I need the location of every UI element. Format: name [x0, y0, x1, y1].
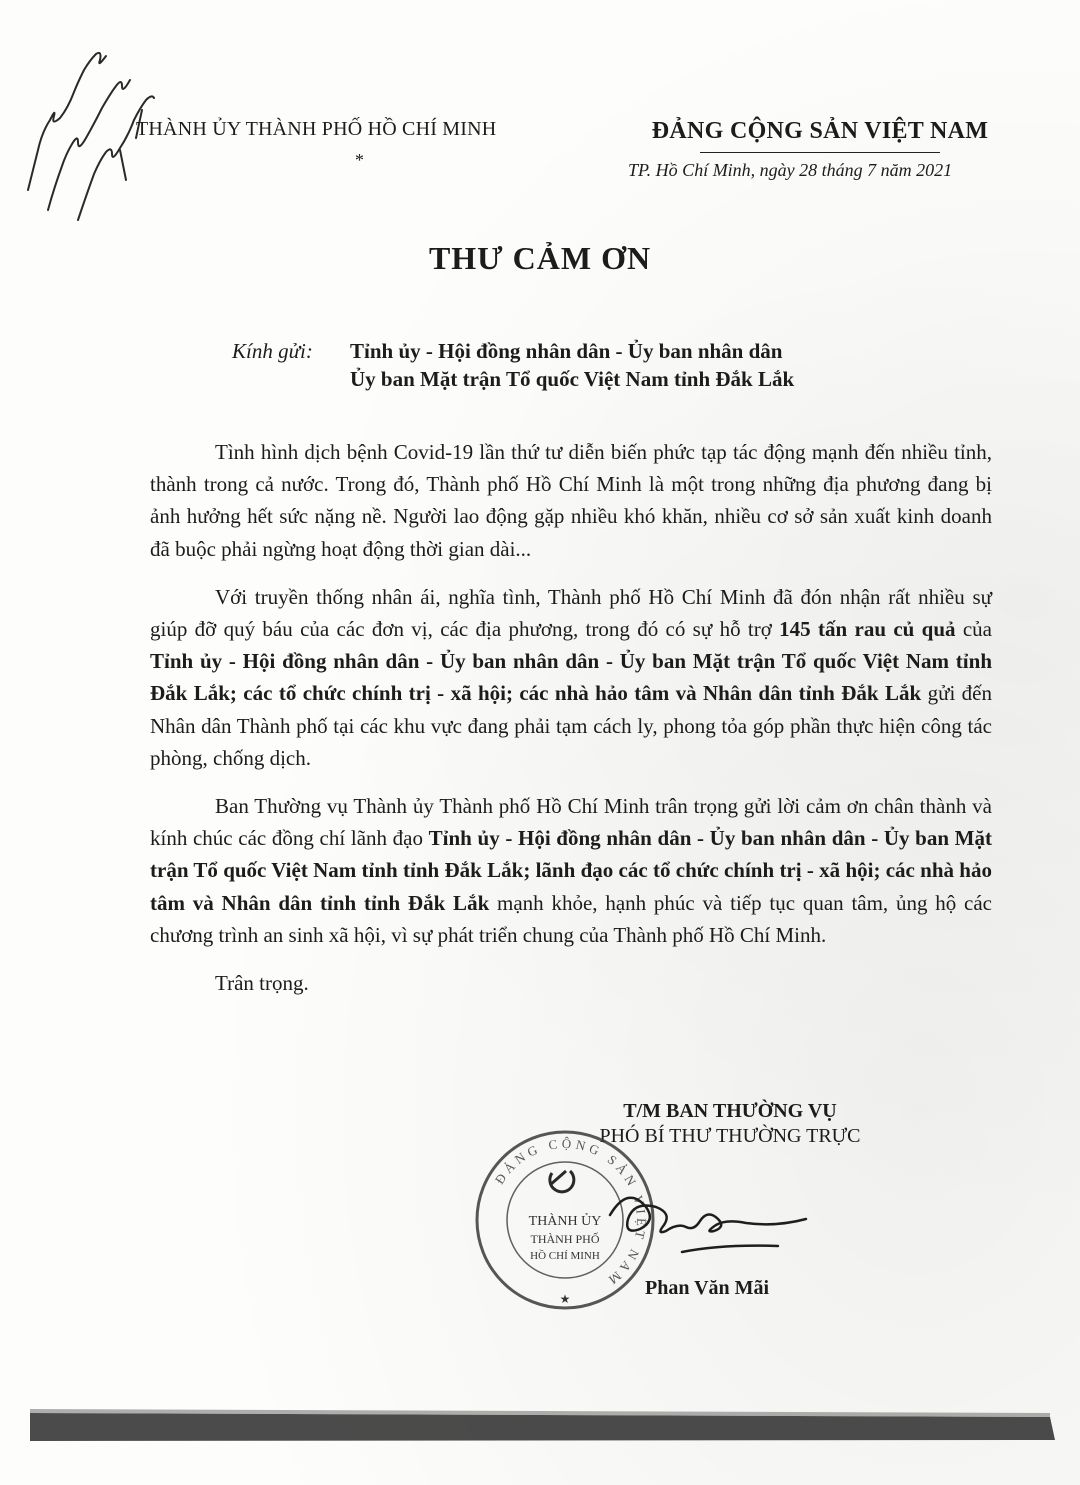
stamp-line-1: THÀNH ỦY: [528, 1214, 602, 1229]
hammer-sickle-icon: [550, 1171, 574, 1192]
p2-text-e: gửi đến Nhân dân Thành phố tại các khu vực đang phải tạm cách ly, phong tỏa góp phần thực hiện công tác phòng, chống dịch.: [150, 681, 992, 770]
letter-title: THƯ CẢM ƠN: [428, 240, 652, 276]
stamp-line-2: THÀNH PHỐ: [530, 1232, 600, 1246]
handwritten-signature: [590, 1160, 850, 1260]
paragraph-2: [150, 581, 992, 774]
letter-body: [150, 436, 992, 1015]
recipient-line-2: Ủy ban Mặt trận Tổ quốc Việt Nam tỉnh Đắk Lắk: [350, 367, 795, 391]
scan-edge-shadow: [0, 1395, 1080, 1455]
p2-text-c: của: [955, 617, 993, 642]
recipient-line-1: Tỉnh ủy - Hội đồng nhân dân - Ủy ban nhân dân: [350, 339, 783, 363]
p3-text-a: Ban Thường vụ Thành ủy Thành phố Hồ Chí Minh trân trọng gửi lời cảm ơn chân thành và kính chúc các đồng chí lãnh đạo: [150, 794, 992, 851]
p2-bold-b: 145 tấn rau củ quả: [779, 617, 956, 642]
signer-role-1: T/M BAN THƯỜNG VỤ: [623, 1100, 837, 1122]
signer-role-2: PHÓ BÍ THƯ THƯỜNG TRỰC: [599, 1125, 861, 1147]
svg-text:Gửi Báo Đắk Lắk đưa PT thông t: Gửi Báo Đắk Lắk đưa PT thông tin: [8, 20, 23, 21]
p3-bold-b: Tỉnh ủy - Hội đồng nhân dân - Ủy ban nhân dân - Ủy ban Mặt trận Tổ quốc Việt Nam tỉnh tỉnh Đắk Lắk; lãnh đạo các tổ chức chính trị - xã hội; các nhà hảo tâm và Nhân dân tỉnh tỉnh Đắk Lắk: [150, 826, 992, 915]
p2-bold-d: Tỉnh ủy - Hội đồng nhân dân - Ủy ban nhân dân - Ủy ban Mặt trận Tổ quốc Việt Nam tỉnh Đắk Lắk; các tổ chức chính trị - xã hội; các nhà hảo tâm và Nhân dân tỉnh Đắk Lắk: [150, 649, 992, 706]
issuing-organization: THÀNH ỦY THÀNH PHỐ HỒ CHÍ MINH: [136, 118, 497, 140]
paragraph-3: [150, 790, 992, 951]
org-star: *: [355, 150, 364, 170]
party-underline: [700, 152, 940, 153]
stamp-ring-text: ĐẢNG CỘNG SẢN VIỆT NAM: [491, 1135, 650, 1290]
party-header: ĐẢNG CỘNG SẢN VIỆT NAM: [651, 118, 989, 144]
stamp-star: ★: [559, 1292, 571, 1306]
p3-text-c: mạnh khỏe, hạnh phúc và tiếp tục quan tâm, ủng hộ các chương trình an sinh xã hội, vì sự phát triển chung của Thành phố Hồ Chí Minh.: [150, 890, 992, 947]
stamp-line-3: HỒ CHÍ MINH: [530, 1250, 600, 1262]
recipient-label: Kính gửi:: [232, 339, 313, 363]
p2-text-a: Với truyền thống nhân ái, nghĩa tình, Thành phố Hồ Chí Minh đã đón nhận rất nhiều sự giúp đỡ quý báu của các đơn vị, các địa phương, trong đó có sự hỗ trợ: [150, 584, 992, 642]
closing: Trân trọng.: [215, 971, 309, 996]
paragraph-1: Tình hình dịch bệnh Covid-19 lần thứ tư diễn biến phức tạp tác động mạnh đến nhiều tỉnh, thành trong cả nước. Trong đó, Thành phố Hồ Chí Minh là một trong những địa phương đang bị ảnh hưởng hết sức nặng nề. Người lao động gặp nhiều khó khăn, nhiều cơ sở sản xuất kinh doanh đã buộc phải ngừng hoạt động thời gian dài...: [150, 440, 992, 561]
place-date: TP. Hồ Chí Minh, ngày 28 tháng 7 năm 2021: [628, 160, 953, 180]
signer-name: Phan Văn Mãi: [645, 1277, 770, 1299]
